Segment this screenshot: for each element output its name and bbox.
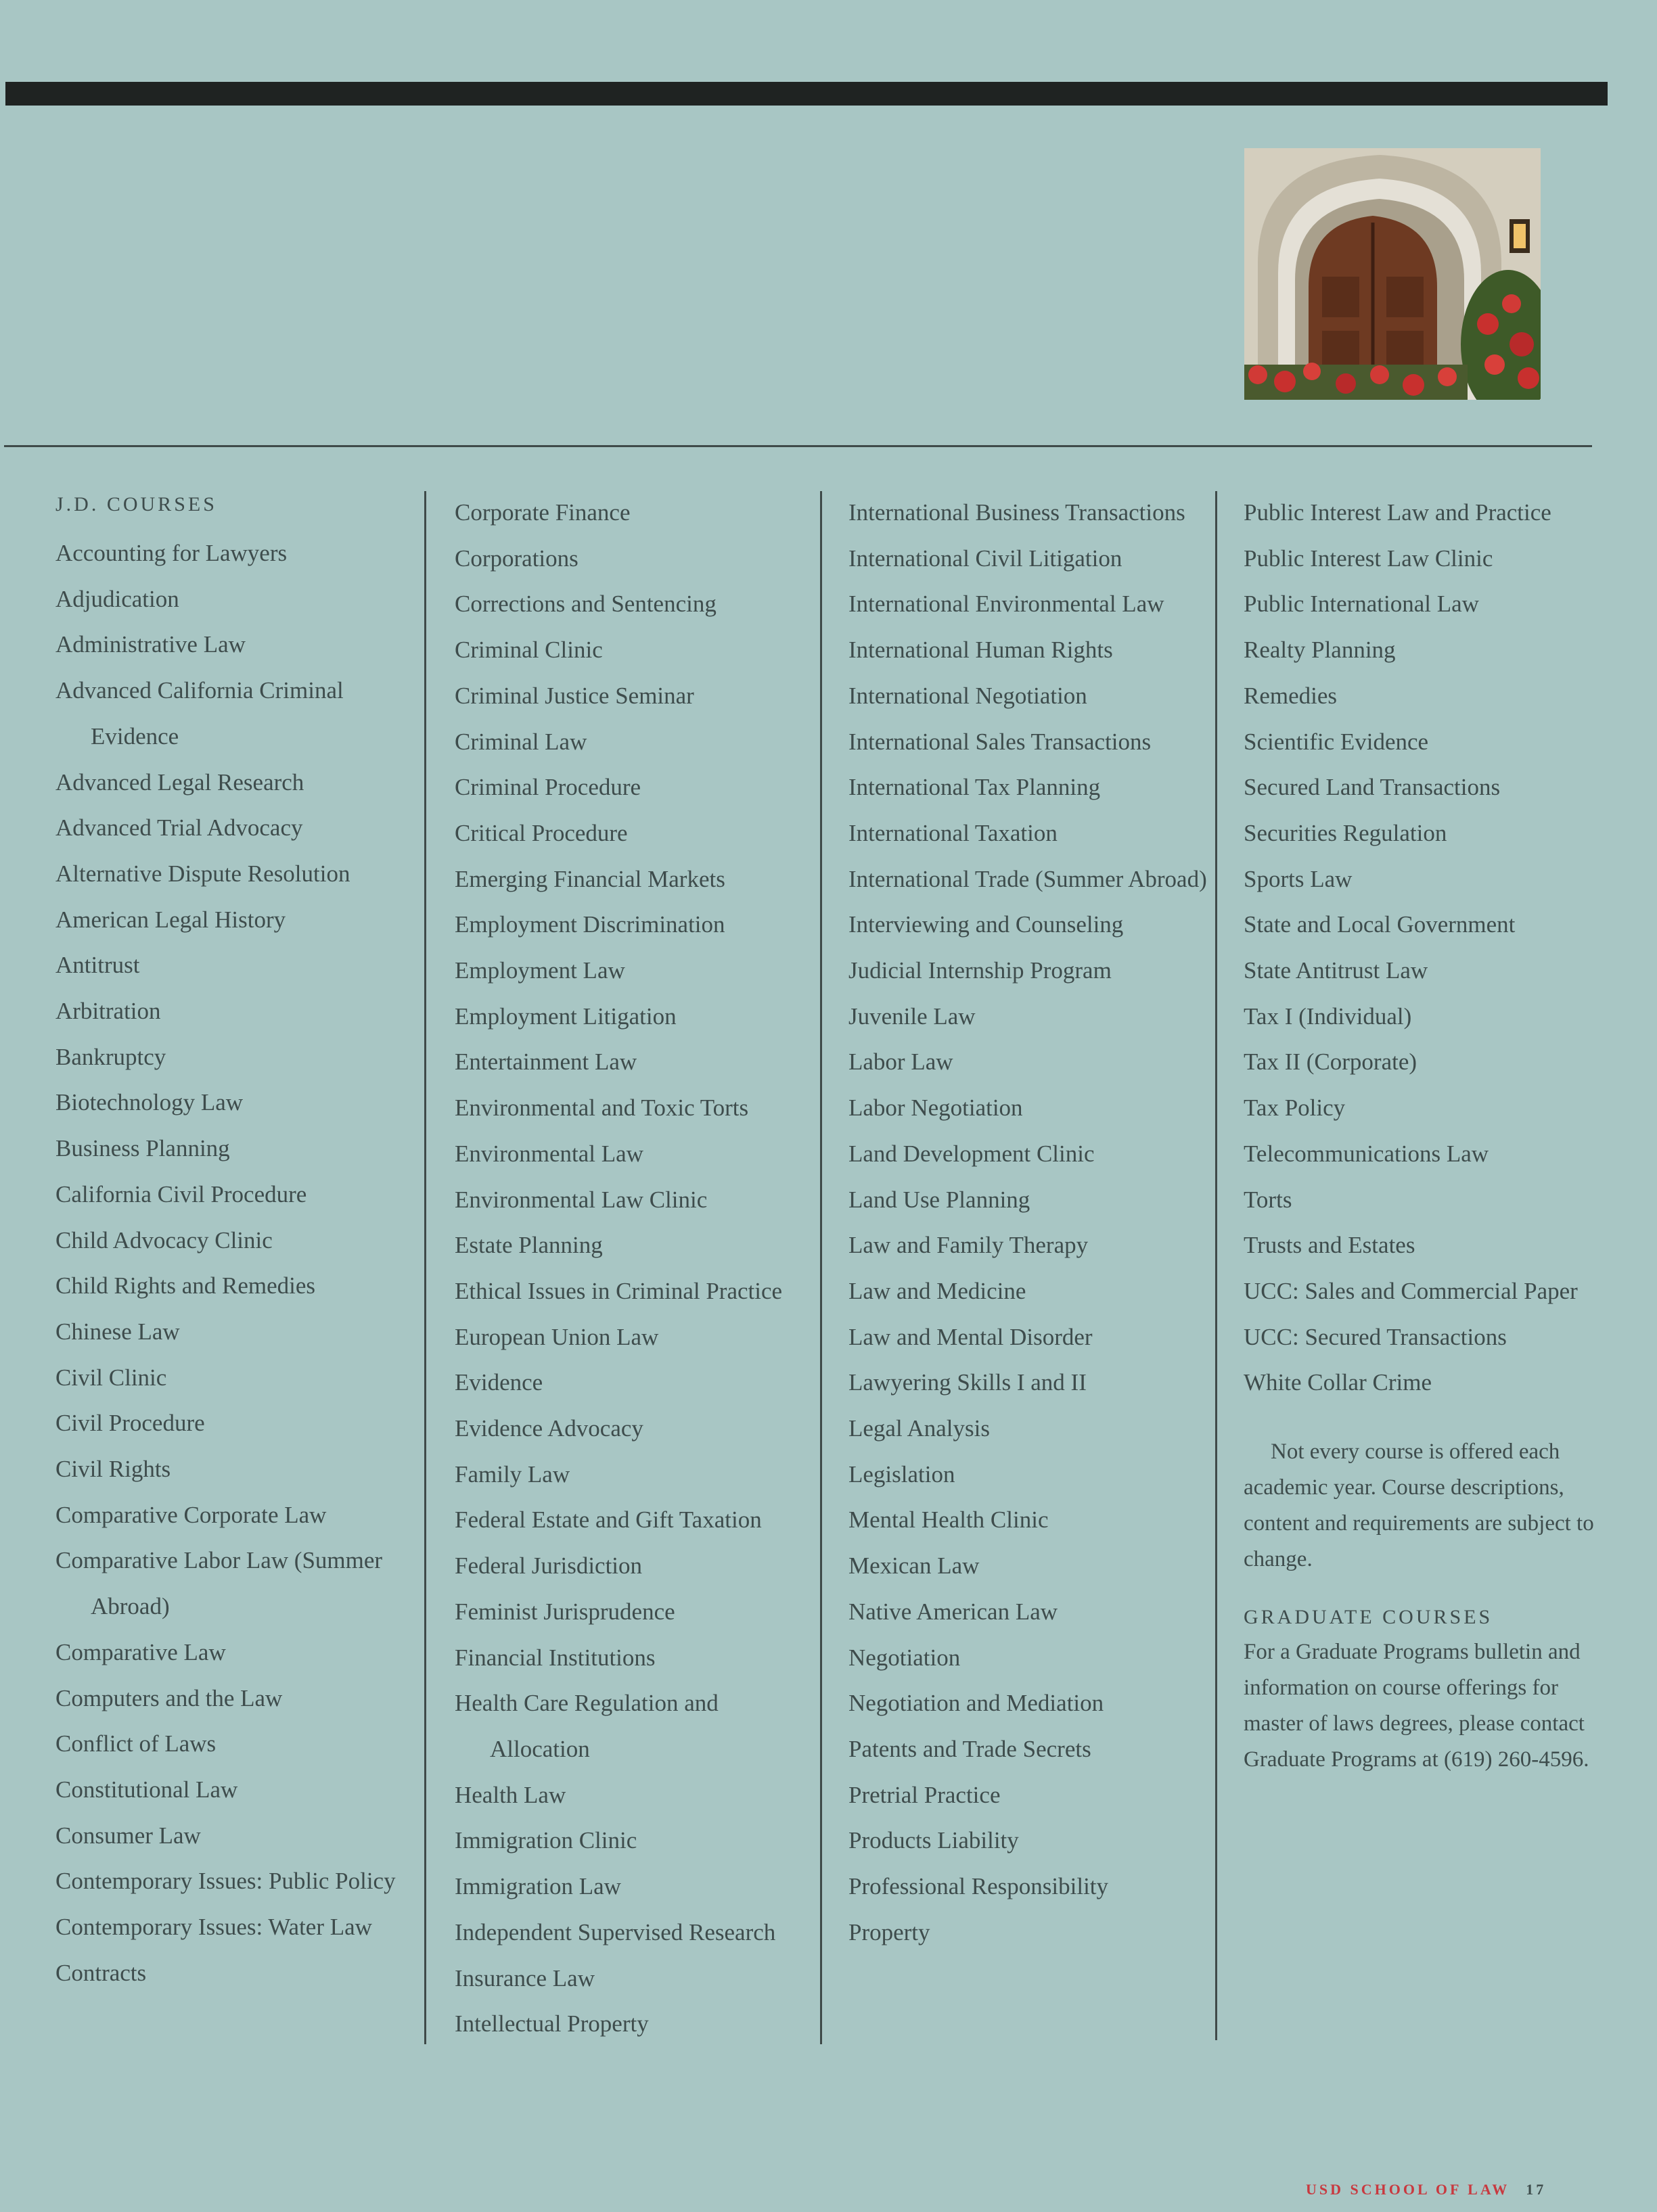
list-item: Tax II (Corporate) <box>1244 1049 1417 1076</box>
list-item: Biotechnology Law <box>55 1089 244 1116</box>
list-item: Mental Health Clinic <box>848 1506 1049 1534</box>
list-item: State Antitrust Law <box>1244 957 1428 984</box>
list-item: Consumer Law <box>55 1822 201 1849</box>
list-item: Pretrial Practice <box>848 1781 1001 1808</box>
column-divider <box>1215 491 1217 2040</box>
list-item: Corrections and Sentencing <box>455 591 717 618</box>
list-item: Land Development Clinic <box>848 1140 1095 1167</box>
list-item: Advanced Legal Research <box>55 768 304 796</box>
list-item: Securities Regulation <box>1244 819 1447 846</box>
list-item: Entertainment Law <box>455 1049 637 1076</box>
list-item: Child Advocacy Clinic <box>55 1226 273 1253</box>
list-item: Land Use Planning <box>848 1186 1030 1213</box>
list-item: Tax Policy <box>1244 1095 1346 1122</box>
list-item: Insurance Law <box>455 1964 595 1991</box>
list-item: Public International Law <box>1244 591 1479 618</box>
list-item: Remedies <box>1244 682 1338 709</box>
list-item: Lawyering Skills I and II <box>848 1369 1087 1396</box>
list-item: California Civil Procedure <box>55 1180 307 1207</box>
list-item: Criminal Procedure <box>455 774 641 801</box>
column-3 <box>848 490 1227 1956</box>
list-item: Civil Rights <box>55 1456 171 1483</box>
list-item: Chinese Law <box>55 1318 180 1345</box>
list-item: Emerging Financial Markets <box>455 865 725 892</box>
list-item: Health Law <box>455 1781 566 1808</box>
course-list-4 <box>1244 490 1595 1406</box>
list-item: International Environmental Law <box>848 591 1164 618</box>
list-item: Secured Land Transactions <box>1244 774 1501 801</box>
list-item: Tax I (Individual) <box>1244 1003 1412 1030</box>
graduate-courses-heading: GRADUATE COURSES <box>1244 1606 1493 1629</box>
column-1 <box>55 486 407 1996</box>
list-item: American Legal History <box>55 906 286 933</box>
list-item: Arbitration <box>55 998 161 1025</box>
list-item: Comparative Law <box>55 1638 226 1665</box>
list-item: Advanced California Criminal Evidence <box>55 677 344 750</box>
list-item: Criminal Justice Seminar <box>455 682 694 709</box>
list-item: Law and Mental Disorder <box>848 1323 1093 1350</box>
list-item: Employment Litigation <box>455 1003 677 1030</box>
list-item: International Negotiation <box>848 682 1087 709</box>
list-item: Negotiation <box>848 1644 961 1671</box>
list-item: Contemporary Issues: Water Law <box>55 1914 372 1941</box>
list-item: Ethical Issues in Criminal Practice <box>455 1277 783 1304</box>
list-item: Estate Planning <box>455 1232 603 1259</box>
list-item: Administrative Law <box>55 631 246 658</box>
list-item: Legal Analysis <box>848 1415 990 1442</box>
column-divider <box>820 491 822 2044</box>
list-item: White Collar Crime <box>1244 1369 1432 1396</box>
list-item: International Sales Transactions <box>848 728 1152 755</box>
list-item: Child Rights and Remedies <box>55 1272 316 1299</box>
list-item: Advanced Trial Advocacy <box>55 814 303 842</box>
list-item: Antitrust <box>55 952 140 979</box>
list-item: Judicial Internship Program <box>848 957 1112 984</box>
list-item: Property <box>848 1918 930 1945</box>
list-item: Critical Procedure <box>455 819 628 846</box>
list-item: Adjudication <box>55 585 179 612</box>
graduate-courses-text: For a Graduate Programs bulletin and information on course offerings for master of laws degrees, please contact Graduate Programs at (619) 260-4596. <box>1244 1640 1589 1772</box>
list-item: Independent Supervised Research <box>455 1918 776 1945</box>
course-list-1 <box>55 530 407 1996</box>
list-item: European Union Law <box>455 1323 659 1350</box>
list-item: Civil Clinic <box>55 1364 167 1391</box>
list-item: International Tax Planning <box>848 774 1101 801</box>
list-item: Comparative Corporate Law <box>55 1501 327 1528</box>
list-item: Negotiation and Mediation <box>848 1690 1104 1717</box>
list-item: Labor Law <box>848 1049 953 1076</box>
list-item: Criminal Clinic <box>455 637 603 664</box>
list-item: Alternative Dispute Resolution <box>55 860 350 887</box>
list-item: Environmental Law <box>455 1140 643 1167</box>
list-item: Juvenile Law <box>848 1003 976 1030</box>
list-item: Realty Planning <box>1244 637 1396 664</box>
list-item: Conflict of Laws <box>55 1730 217 1757</box>
list-item: Financial Institutions <box>455 1644 656 1671</box>
list-item: Professional Responsibility <box>848 1873 1109 1900</box>
list-item: Sports Law <box>1244 865 1353 892</box>
list-item: Comparative Labor Law (Summer Abroad) <box>55 1547 383 1620</box>
list-item: Mexican Law <box>848 1552 980 1580</box>
list-item: Trusts and Estates <box>1244 1232 1415 1259</box>
list-item: Torts <box>1244 1186 1292 1213</box>
list-item: Intellectual Property <box>455 2010 649 2037</box>
list-item: Law and Medicine <box>848 1277 1026 1304</box>
list-item: Immigration Law <box>455 1873 621 1900</box>
list-item: State and Local Government <box>1244 911 1516 938</box>
list-item: Law and Family Therapy <box>848 1232 1089 1259</box>
list-item: Bankruptcy <box>55 1043 166 1070</box>
list-item: Corporations <box>455 545 578 572</box>
list-item: Federal Estate and Gift Taxation <box>455 1506 762 1534</box>
list-item: International Business Transactions <box>848 499 1185 526</box>
top-black-bar <box>5 82 1608 106</box>
column-divider <box>424 491 426 2044</box>
list-item: International Human Rights <box>848 637 1113 664</box>
list-item: Telecommunications Law <box>1244 1140 1489 1167</box>
list-item: Employment Discrimination <box>455 911 725 938</box>
list-item: International Civil Litigation <box>848 545 1122 572</box>
list-item: Public Interest Law Clinic <box>1244 545 1493 572</box>
list-item: Evidence Advocacy <box>455 1415 643 1442</box>
list-item: UCC: Sales and Commercial Paper <box>1244 1277 1578 1304</box>
list-item: Products Liability <box>848 1827 1019 1854</box>
list-item: Native American Law <box>848 1598 1058 1625</box>
page-number: 17 <box>1526 2181 1547 2198</box>
page-footer <box>1306 2181 1546 2198</box>
list-item: Labor Negotiation <box>848 1095 1023 1122</box>
jd-courses-heading: J.D. COURSES <box>55 493 217 515</box>
list-item: Civil Procedure <box>55 1410 205 1437</box>
column-4 <box>1244 490 1595 1778</box>
list-item: Employment Law <box>455 957 625 984</box>
list-item: Feminist Jurisprudence <box>455 1598 675 1625</box>
list-item: Federal Jurisdiction <box>455 1552 643 1580</box>
list-item: Evidence <box>455 1369 543 1396</box>
list-item: Interviewing and Counseling <box>848 911 1124 938</box>
list-item: Constitutional Law <box>55 1776 238 1803</box>
list-item: Corporate Finance <box>455 499 631 526</box>
list-item: Legislation <box>848 1460 955 1488</box>
list-item: Immigration Clinic <box>455 1827 637 1854</box>
list-item: Computers and the Law <box>55 1684 283 1711</box>
list-item: Accounting for Lawyers <box>55 540 288 566</box>
list-item: Family Law <box>455 1460 570 1488</box>
doorway-photo <box>1244 148 1541 400</box>
list-item: Contracts <box>55 1959 147 1986</box>
column-2 <box>455 490 807 2047</box>
list-item: UCC: Secured Transactions <box>1244 1323 1507 1350</box>
list-item: Health Care Regulation and Allocation <box>455 1690 719 1762</box>
list-item: Public Interest Law and Practice <box>1244 499 1551 526</box>
list-item: Contemporary Issues: Public Policy <box>55 1868 396 1895</box>
horizontal-rule <box>4 445 1592 447</box>
list-item: Business Planning <box>55 1135 230 1162</box>
list-item: International Taxation <box>848 819 1058 846</box>
list-item: Environmental and Toxic Torts <box>455 1095 749 1122</box>
list-item: Scientific Evidence <box>1244 728 1429 755</box>
course-list-2 <box>455 490 807 2047</box>
list-item: International Trade (Summer Abroad) <box>848 865 1207 892</box>
footer-brand: USD SCHOOL OF LAW <box>1306 2181 1510 2198</box>
availability-note: Not every course is offered each academic year. Course descriptions, content and requirements are subject to change. <box>1244 1439 1594 1572</box>
list-item: Criminal Law <box>455 728 587 755</box>
list-item: Environmental Law Clinic <box>455 1186 708 1213</box>
list-item: Patents and Trade Secrets <box>848 1735 1091 1762</box>
course-list-3 <box>848 490 1227 1956</box>
